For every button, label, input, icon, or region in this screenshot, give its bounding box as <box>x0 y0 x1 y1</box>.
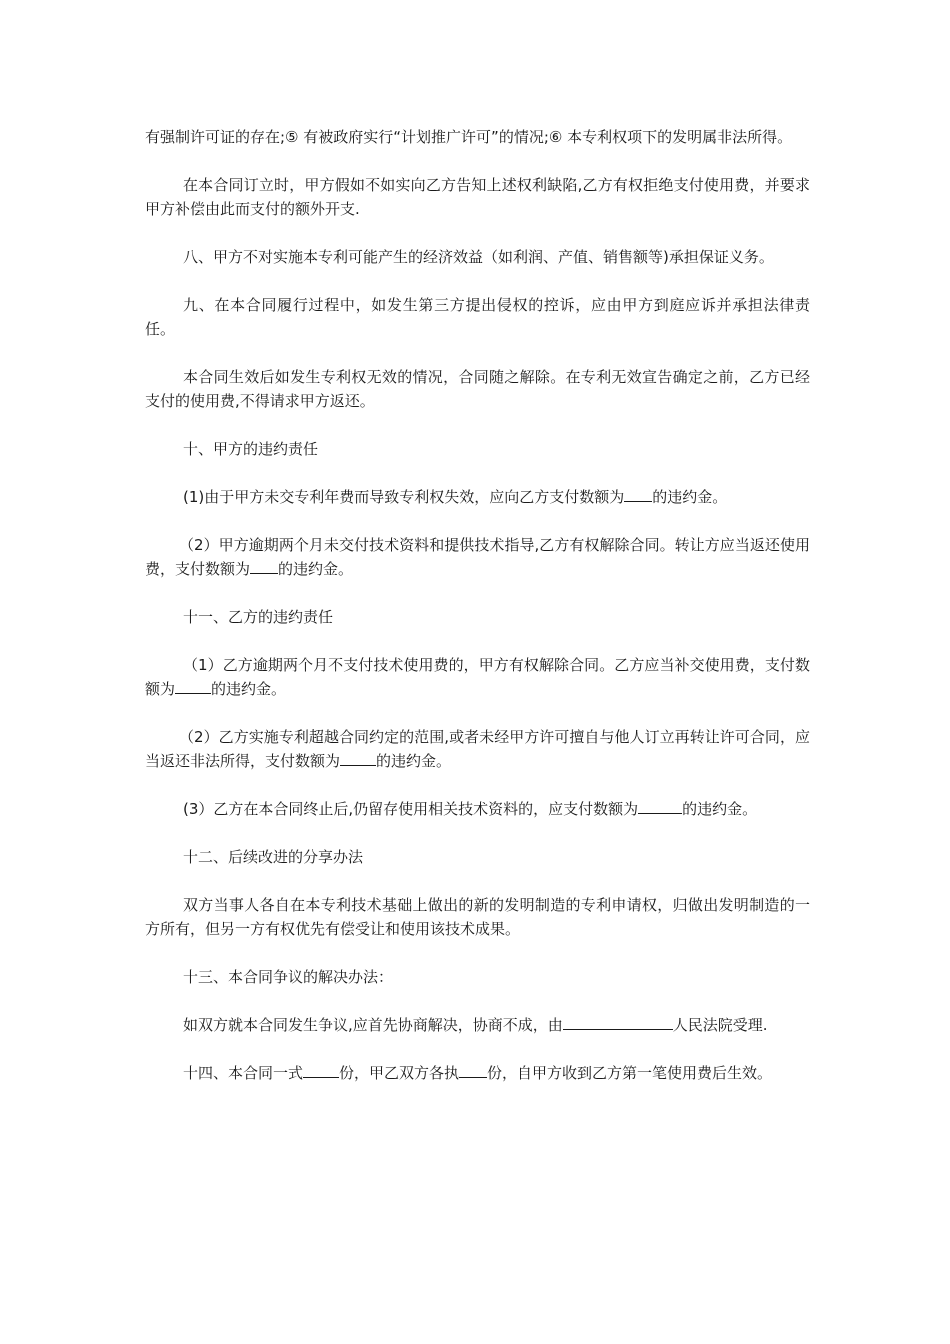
paragraph-text: (1)由于甲方未交专利年费而导致专利权失效，应向乙方支付数额为 <box>183 488 625 506</box>
paragraph-text: 在本合同订立时，甲方假如不如实向乙方告知上述权利缺陷,乙方有权拒绝支付使用费，并要求甲方补偿由此而支付的额外开支. <box>145 176 810 218</box>
paragraph-invalidity <box>145 365 810 413</box>
clause-10-item-1 <box>145 485 810 509</box>
paragraph-text: （2）甲方逾期两个月未交付技术资料和提供技术指导,乙方有权解除合同。转让方应当返还使用费，支付数额为 <box>145 536 810 578</box>
fill-blank-court[interactable] <box>563 1013 673 1030</box>
paragraph-text: 的违约金。 <box>278 560 354 578</box>
clause-9 <box>145 293 810 341</box>
clause-12-body <box>145 893 810 941</box>
paragraph-text: 的违约金。 <box>376 752 452 770</box>
paragraph-text: 十、甲方的违约责任 <box>183 440 319 458</box>
paragraph-license-defects <box>145 125 810 149</box>
paragraph-text: 有强制许可证的存在;⑤ 有被政府实行“计划推广许可”的情况;⑥ 本专利权项下的发明属非法所得。 <box>145 128 793 146</box>
clause-11-item-3 <box>145 797 810 821</box>
clause-8 <box>145 245 810 269</box>
fill-blank[interactable] <box>624 485 652 502</box>
paragraph-text: （2）乙方实施专利超越合同约定的范围,或者未经甲方许可擅自与他人订立再转让许可合同，应当返还非法所得，支付数额为 <box>145 728 810 770</box>
fill-blank[interactable] <box>175 677 211 694</box>
clause-14 <box>145 1061 810 1085</box>
paragraph-text: (3）乙方在本合同终止后,仍留存使用相关技术资料的，应支付数额为 <box>183 800 639 818</box>
paragraph-text: 十三、本合同争议的解决办法： <box>183 968 394 986</box>
document-page <box>145 125 810 1109</box>
paragraph-text: 份，甲乙双方各执 <box>339 1064 460 1082</box>
paragraph-text: （1）乙方逾期两个月不支付技术使用费的，甲方有权解除合同。乙方应当补交使用费，支付数额为 <box>145 656 810 698</box>
clause-11-item-2 <box>145 725 810 773</box>
paragraph-text: 如双方就本合同发生争议,应首先协商解决，协商不成，由 <box>183 1016 563 1034</box>
fill-blank-copies-each[interactable] <box>459 1061 487 1078</box>
clause-10-item-2 <box>145 533 810 581</box>
paragraph-text: 的违约金。 <box>682 800 758 818</box>
clause-11-item-1 <box>145 653 810 701</box>
paragraph-text: 本合同生效后如发生专利权无效的情况，合同随之解除。在专利无效宣告确定之前，乙方已经支付的使用费,不得请求甲方返还。 <box>145 368 810 410</box>
fill-blank[interactable] <box>638 797 682 814</box>
clause-13-heading <box>145 965 810 989</box>
paragraph-text: 双方当事人各自在本专利技术基础上做出的新的发明制造的专利申请权，归做出发明制造的一方所有，但另一方有权优先有偿受让和使用该技术成果。 <box>145 896 810 938</box>
paragraph-text: 的违约金。 <box>211 680 287 698</box>
paragraph-text: 十一、乙方的违约责任 <box>183 608 334 626</box>
paragraph-text: 十二、后续改进的分享办法 <box>183 848 364 866</box>
paragraph-text: 九、在本合同履行过程中，如发生第三方提出侵权的控诉，应由甲方到庭应诉并承担法律责任。 <box>145 296 810 338</box>
paragraph-text: 人民法院受理. <box>672 1016 768 1034</box>
fill-blank[interactable] <box>250 557 278 574</box>
clause-13-body <box>145 1013 810 1037</box>
paragraph-text: 份，自甲方收到乙方第一笔使用费后生效。 <box>487 1064 773 1082</box>
fill-blank[interactable] <box>340 749 376 766</box>
paragraph-text: 十四、本合同一式 <box>183 1064 304 1082</box>
paragraph-text: 的违约金。 <box>652 488 728 506</box>
clause-12-heading <box>145 845 810 869</box>
paragraph-refusal-right <box>145 173 810 221</box>
paragraph-text: 八、甲方不对实施本专利可能产生的经济效益（如利润、产值、销售额等)承担保证义务。 <box>183 248 774 266</box>
clause-11-heading <box>145 605 810 629</box>
clause-10-heading <box>145 437 810 461</box>
fill-blank-copies[interactable] <box>303 1061 339 1078</box>
